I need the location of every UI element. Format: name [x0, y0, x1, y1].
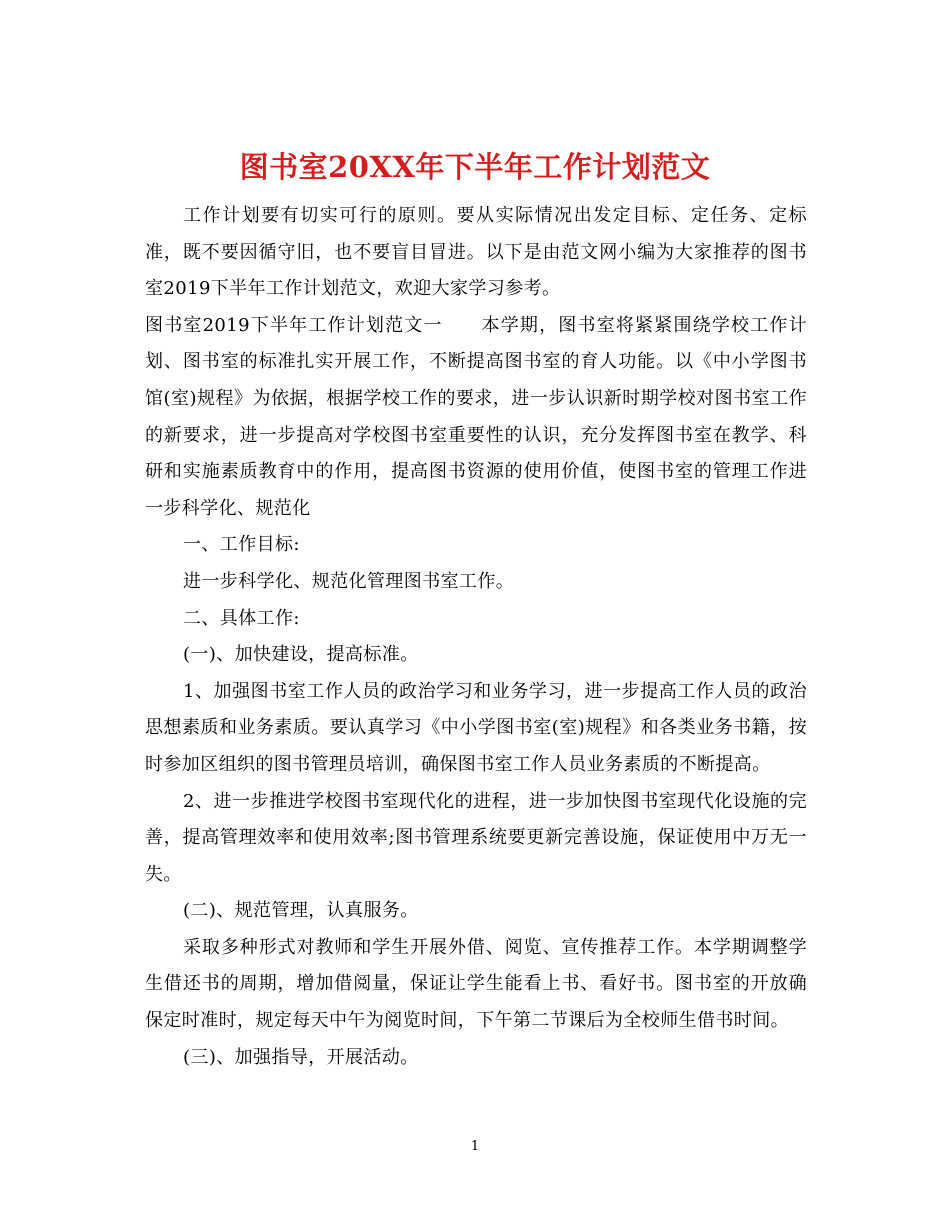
page-number: 1	[470, 1139, 480, 1154]
section-heading: 图书室2019下半年工作计划范文一	[145, 314, 443, 336]
subsection-2-heading: (二)、规范管理，认真服务。	[183, 900, 419, 922]
intro-paragraph: 工作计划要有切实可行的原则。要从实际情况出发定目标、定任务、定标准，既不要因循守旧，也不要盲目冒进。以下是由范文网小编为大家推荐的图书室2019下半年工作计划范文，欢迎大家学习参考。	[145, 205, 807, 300]
subsection-2-paragraph: 采取多种形式对教师和学生开展外借、阅览、宣传推荐工作。本学期调整学生借还书的周期，增加借阅量，保证让学生能看上书、看好书。图书室的开放确保定时准时，规定每天中午为阅览时间，下午第二节课后为全校师生借书时间。	[145, 936, 807, 1032]
subsection-3-heading: (三)、加强指导，开展活动。	[183, 1046, 419, 1068]
document-title: 图书室20XX年下半年工作计划范文	[239, 150, 711, 185]
work-heading: 二、具体工作:	[183, 607, 300, 629]
section-paragraph	[145, 308, 807, 528]
item-2-paragraph: 2、进一步推进学校图书室现代化的进程，进一步加快图书室现代化设施的完善，提高管理效率和使用效率;图书管理系统要更新完善设施，保证使用中万无一失。	[145, 790, 807, 885]
subsection-1-heading: (一)、加快建设，提高标准。	[183, 644, 419, 666]
document-body	[145, 198, 807, 1076]
item-1-paragraph: 1、加强图书室工作人员的政治学习和业务学习，进一步提高工作人员的政治思想素质和业务素质。要认真学习《中小学图书室(室)规程》和各类业务书籍，按时参加区组织的图书管理员培训，确保图书室工作人员业务素质的不断提高。	[145, 680, 807, 775]
goal-text: 进一步科学化、规范化管理图书室工作。	[183, 570, 515, 592]
goal-heading: 一、工作目标:	[183, 534, 300, 556]
section-text: 本学期，图书室将紧紧围绕学校工作计划、图书室的标准扎实开展工作，不断提高图书室的育人功能。以《中小学图书馆(室)规程》为依据，根据学校工作的要求，进一步认识新时期学校对图书室工作的新要求，进一步提高对学校图书室重要性的认识，充分发挥图书室在教学、科研和实施素质教育中的作用，提高图书资源的使用价值，使图书室的管理工作进一步科学化、规范化	[145, 314, 807, 519]
